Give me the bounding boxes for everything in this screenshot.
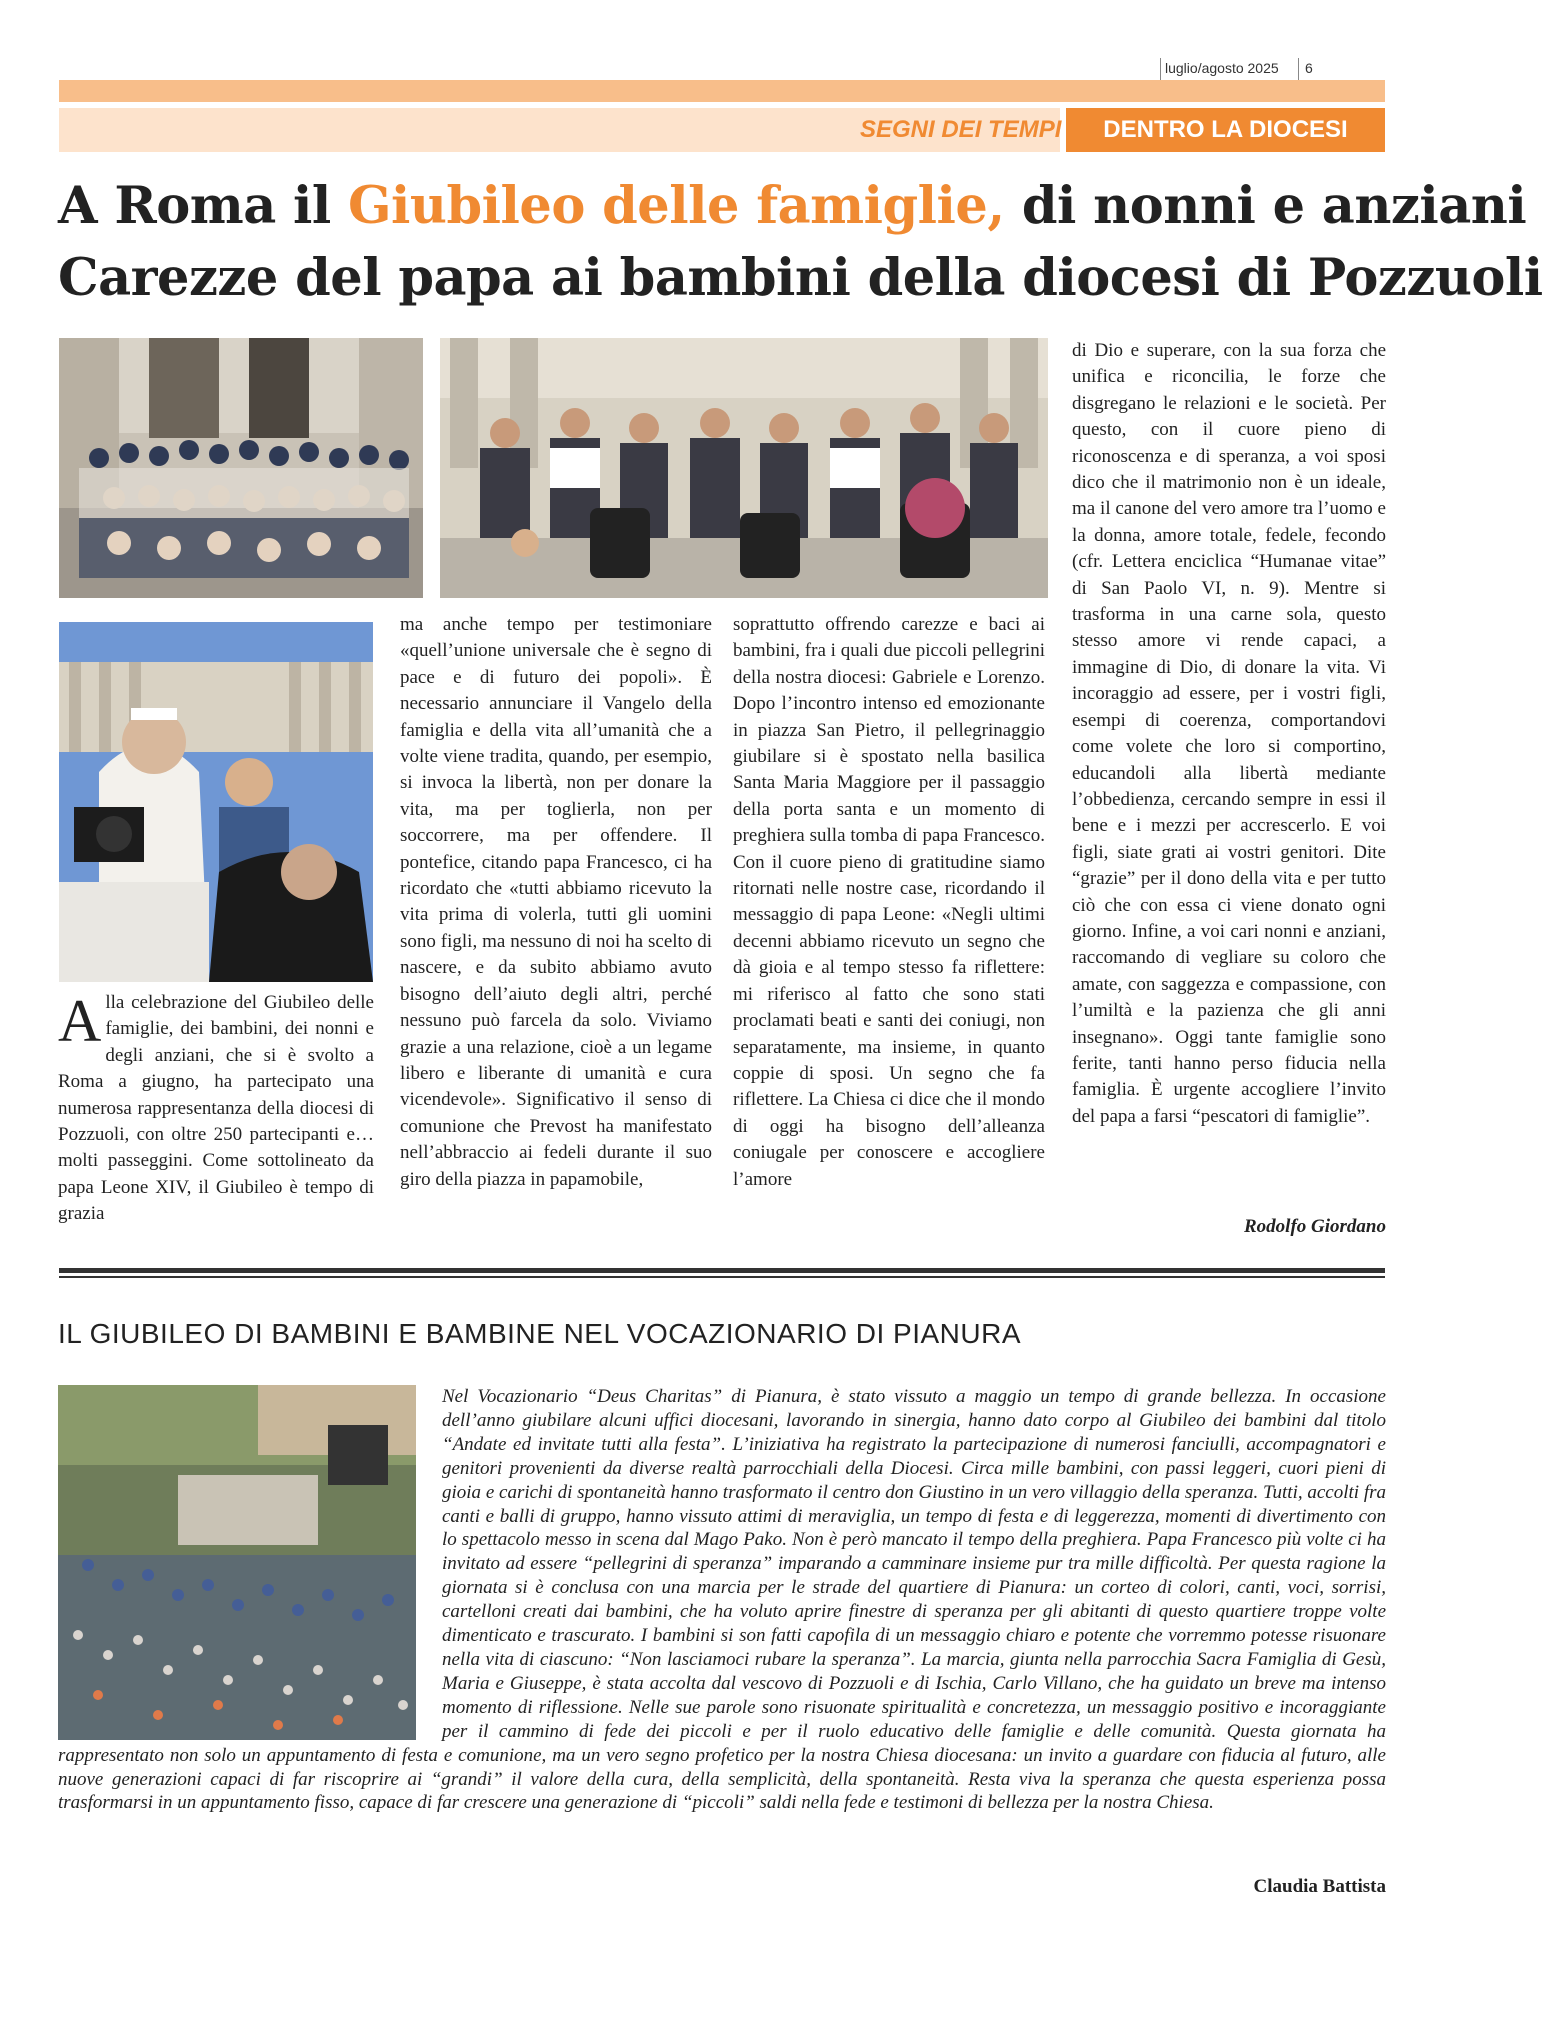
photo-crowd-courtyard	[58, 1385, 442, 1740]
headline-highlight: Giubileo delle famiglie,	[348, 176, 1005, 236]
article1-signature: Rodolfo Giordano	[1244, 1216, 1386, 1237]
article2-text: Nel Vocazionario “Deus Charitas” di Pianura, è stato vissuto a maggio un tempo di grande bellezza. In occasione dell’anno giubilare alcuni uffici diocesani, lavorando in sinergia, hanno dato corpo al Giubileo dei bambini dal titolo “Andate ed invitate tutti alla festa”. L’iniziativa ha registrato la partecipazione di numerosi fanciulli, accompagnatori e genitori provenienti da diverse realtà parrocchiali della Diocesi. Circa mille bambini, con passi leggeri, cuori pieni di gioia e carichi di spontaneità hanno trasformato il centro don Giustino in un vero villaggio della speranza. Tutti, accolti fra canti e balli di gruppo, hanno vissuto attimi di meraviglia, un tempo di festa e di leggerezza, momenti di divertimento con lo spettacolo messo in scena dal Mago Pako. Non è però mancato il tempo della preghiera. Papa Francesco più volte ci ha invitato ad essere “pellegrini di speranza” imparando a camminare insieme pur tra mille difficoltà. Per questa ragione la giornata si è conclusa con una marcia per le strade del quartiere di Pianura: un corteo di colori, canti, voci, sorrisi, cartelloni creati dai bambini, che ha voluto aprire finestre di speranza per gli abitanti di questo quartiere troppe volte dimenticato e trascurato. I bambini si son fatti capofila di un messaggio chiaro e potente che vorremmo potesse risuonare nella vita di ciascuno: “Non lasciamoci rubare la speranza”. La marcia, giunta nella parrocchia Sacra Famiglia di Gesù, Maria e Giuseppe, è stata accolta dal vescovo di Pozzuoli e di Ischia, Carlo Villano, che ha guidato un breve ma intenso momento di riflessione. Nelle sue parole sono risuonate spiritualità e concretezza, un messaggio positivo e incoraggiante per il cammino di fede dei piccoli e per il ruolo educativo delle famiglie e delle comunità. Questa giornata ha rappresentato non solo un appuntamento di festa e comunione, ma un vero segno profetico per la nostra Chiesa diocesana: un invito a guardare con fiducia al futuro, alle nuove generazioni capaci di far riscoprire ai “grandi” il valore della cura, della semplicità, della spontaneità. Resta viva la speranza che questa esperienza possa trasformarsi in un appuntamento fisso, capace di far crescere una generazione di “piccoli” saldi nella fede e testimoni di bellezza per la nostra Chiesa.	[58, 1386, 1386, 1814]
article1-column-3	[733, 612, 1045, 1193]
photo-group-church-steps	[59, 338, 423, 598]
section-label-primary: SEGNI DEI TEMPI	[860, 116, 1062, 143]
article1-column-2	[400, 612, 712, 1193]
page-number: 6	[1305, 60, 1313, 76]
issue-date: luglio/agosto 2025	[1165, 60, 1279, 76]
article1-column-4	[1072, 338, 1386, 1130]
headline-part: di nonni e anziani	[1004, 176, 1527, 236]
article1-column-1	[58, 990, 374, 1228]
column-text: ma anche tempo per testimoniare «quell’unione universale che è segno di pace e di futuro dei popoli». È necessario annunciare il Vangelo della famiglia e della vita all’umanità che a volte viene tradita, quando, per esempio, si invoca la libertà, non per donare la vita, ma per toglierla, non per soccorrere, ma per offendere. Il pontefice, citando papa Francesco, ci ha ricordato che «tutti abbiamo ricevuto la vita prima di volerla, tutti gli uomini sono figli, ma nessuno di noi ha scelto di nascere, e da subito abbiamo avuto bisogno dell’aiuto degli altri, perché nessuno può farcela da solo. Viviamo grazie a una relazione, cioè a un legame libero e liberante di umanità e cura vicendevole». Significativo il senso di comunione che Prevost ha manifestato nell’abbraccio ai fedeli durante il suo giro della piazza in papamobile,	[400, 614, 712, 1190]
headline-part: A Roma il	[58, 176, 348, 236]
article2-title: IL GIUBILEO DI BAMBINI E BAMBINE NEL VOCAZIONARIO DI PIANURA	[58, 1318, 1022, 1349]
section-divider-thin	[59, 1276, 1385, 1278]
column-text: soprattutto offrendo carezze e baci ai bambini, fra i quali due piccoli pellegrini della nostra diocesi: Gabriele e Lorenzo. Dopo l’incontro intenso ed emozionante in piazza San Pietro, il pellegrinaggio giubilare si è spostato nella basilica Santa Maria Maggiore per il passaggio della porta santa e un momento di preghiera sulla tomba di papa Francesco. Con il cuore pieno di gratitudine siamo ritornati nelle nostre case, ricordando il messaggio di papa Leone: «Negli ultimi decenni abbiamo ricevuto un segno che dà gioia e al tempo stesso fa riflettere: mi riferisco al fatto che sono stati proclamati beati e santi dei coniugi, non separatamente, ma insieme, in quanto coppie di sposi. Un segno che fa riflettere. La Chiesa ci dice che il mondo di oggi ha bisogno dell’alleanza coniugale per conoscere e accogliere l’amore	[733, 614, 1045, 1190]
photo-families-strollers	[440, 338, 1048, 598]
header-separator	[1298, 58, 1299, 80]
photo-pope-blessing-child	[59, 622, 373, 982]
column-text: lla celebrazione del Giubileo delle famiglie, dei bambini, dei nonni e degli anziani, che si è svolto a Roma a giugno, ha partecipato una numerosa rappresentanza della diocesi di Pozzuoli, con oltre 250 partecipanti e… molti passeggini. Come sottolineato da papa Leone XIV, il Giubileo è tempo di grazia	[58, 992, 374, 1225]
column-text: di Dio e superare, con la sua forza che unifica e riconcilia, le forze che disgregano le relazioni e le società. Per questo, con il cuore pieno di riconoscenza e di speranza, a voi sposi dico che il matrimonio non è un ideale, ma il canone del vero amore tra l’uomo e la donna, amore totale, fedele, fecondo (cfr. Lettera enciclica “Humanae vitae” di San Paolo VI, n. 9). Mentre si trasforma in una carne sola, questo stesso amore vi rende capaci, a immagine di Dio, di donare la vita. Vi incoraggio ad essere, per i vostri figli, esempi di coerenza, comportandovi come volete che loro si comportino, educandoli alla libertà mediante l’obbedienza, cercando sempre in essi il bene e i mezzi per accrescerlo. E voi figli, siate grati ai vostri genitori. Dite “grazie” per il dono della vita e per tutto ciò che con essa ci viene donato ogni giorno. Infine, a voi cari nonni e anziani, raccomando di vegliare su coloro che amate, con saggezza e compassione, con l’umiltà e la pazienza che gli anni insegnano». Oggi tante famiglie sono ferite, tanti hanno perso fiducia nella famiglia. È urgente accogliere l’invito del papa a farsi “pescatori di famiglie”.	[1072, 340, 1386, 1127]
headline-line-2: Carezze del papa ai bambini della diocesi di Pozzuoli	[58, 248, 1543, 308]
header-separator	[1160, 58, 1161, 80]
dropcap: A	[58, 988, 102, 1054]
section-divider	[59, 1268, 1385, 1273]
header-band	[59, 80, 1385, 102]
article2-body	[58, 1385, 1386, 1815]
headline-line-1	[58, 176, 1527, 236]
article2-signature: Claudia Battista	[1253, 1876, 1386, 1897]
section-label-secondary: DENTRO LA DIOCESI	[1066, 108, 1385, 152]
